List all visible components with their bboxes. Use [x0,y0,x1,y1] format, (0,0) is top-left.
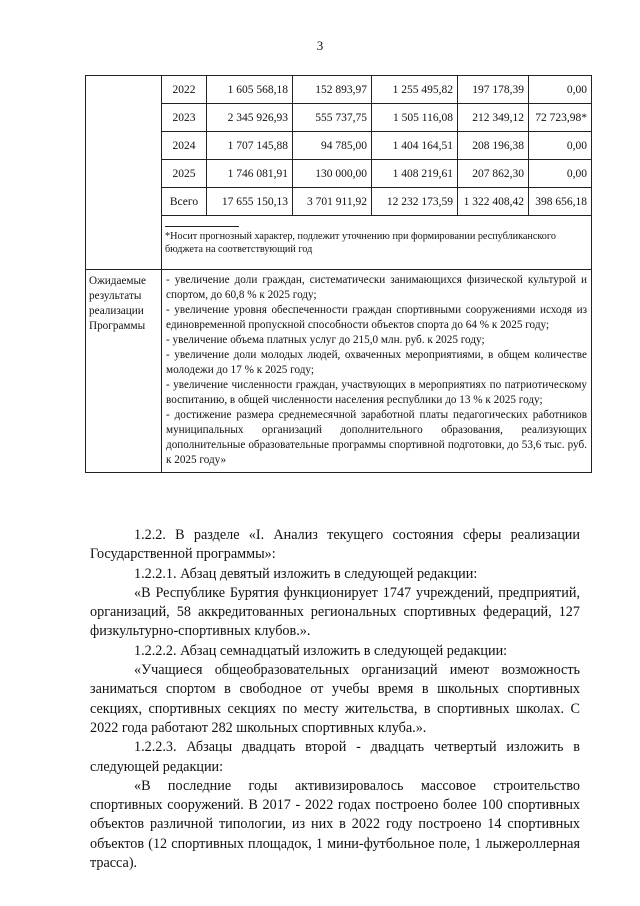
table-row-total [86,188,592,216]
results-cell [162,270,592,473]
table-row [86,76,592,104]
value-cell: 212 349,12 [458,104,529,132]
value-cell: 1 408 219,61 [372,160,458,188]
footnote-text: *Носит прогнозный характер, подлежит уточнению при формировании республиканского бюджета на соответствующий год [165,231,556,255]
value-cell: 1 255 495,82 [372,76,458,104]
value-cell: 398 656,18 [529,188,592,216]
value-cell: 130 000,00 [293,160,372,188]
value-cell: 555 737,75 [293,104,372,132]
value-cell: 72 723,98* [529,104,592,132]
total-cell: 1 746 081,91 [207,160,293,188]
total-cell: 2 345 926,93 [207,104,293,132]
paragraph: 1.2.2.2. Абзац семнадцатый изложить в следующей редакции: [134,642,508,659]
footnote-rule [165,226,239,227]
value-cell: 208 196,38 [458,132,529,160]
table-row [86,132,592,160]
value-cell: 1 505 116,08 [372,104,458,132]
body-text [90,526,580,873]
year-cell: 2024 [162,132,207,160]
footnote-row [86,216,592,270]
value-cell: 3 701 911,92 [293,188,372,216]
total-cell: 1 707 145,88 [207,132,293,160]
value-cell: 94 785,00 [293,132,372,160]
value-cell: 0,00 [529,76,592,104]
paragraph: 1.2.2.1. Абзац девятый изложить в следующей редакции: [134,565,478,582]
funding-table [85,75,592,473]
year-cell: 2022 [162,76,207,104]
value-cell: 0,00 [529,132,592,160]
value-cell: 197 178,39 [458,76,529,104]
value-cell: 0,00 [529,160,592,188]
result-item: - увеличение объема платных услуг до 215,0 млн. руб. к 2025 году; [166,334,485,346]
paragraph: «Учащиеся общеобразовательных организаций имеют возможность заниматься спортом в свободное от учебы время в школьных спортивных секциях, спортивных секциях по месту жительства, в спортивных школах. С 2022 года работают 282 школьных спортивных клуба.». [90,662,580,736]
table-row [86,160,592,188]
result-item: - увеличение доли граждан, систематически занимающихся физической культурой и спортом, до 60,8 % к 2025 году; [166,274,587,301]
paragraph: 1.2.2. В разделе «I. Анализ текущего состояния сферы реализации Государственной программы»: [90,527,580,563]
result-item: - увеличение доли молодых людей, охваченных мероприятиями, в общем количестве молодежи до 17 % к 2025 году; [166,349,587,376]
value-cell: 12 232 173,59 [372,188,458,216]
value-cell: 152 893,97 [293,76,372,104]
results-row [86,270,592,473]
total-label-cell: Всего [162,188,207,216]
value-cell: 1 404 164,51 [372,132,458,160]
year-cell: 2025 [162,160,207,188]
result-item: - увеличение уровня обеспеченности граждан спортивными сооружениями исходя из единовременной пропускной способности объектов спорта до 64 % к 2025 году; [166,304,587,331]
paragraph: «В последние годы активизировалось массовое строительство спортивных сооружений. В 2017 - 2022 годах построено более 100 спортивных объектов различной типологии, из них в 2022 году построено 14 спортивных объектов (12 спортивных площадок, 1 мини-футбольное поле, 1 лыжероллерная трасса). [90,777,580,872]
results-label: Ожидаемые результаты реализации Программы [86,270,162,473]
empty-left-cell [86,76,162,270]
total-cell: 1 605 568,18 [207,76,293,104]
year-cell: 2023 [162,104,207,132]
paragraph: 1.2.2.3. Абзацы двадцать второй - двадцать четвертый изложить в следующей редакции: [90,739,580,775]
paragraph: «В Республике Бурятия функционирует 1747 учреждений, предприятий, организаций, 58 аккредитованных региональных спортивных федераций, 127 физкультурно-спортивных клубов.». [90,584,580,640]
result-item: - увеличение численности граждан, участвующих в мероприятиях по патриотическому воспитанию, в общей численности населения республики до 13 % к 2025 году; [166,379,587,406]
page-number: 3 [316,38,324,53]
value-cell: 207 862,30 [458,160,529,188]
result-item: - достижение размера среднемесячной заработной платы педагогических работников муниципальных организаций дополнительного образования, реализующих дополнительные образовательные программы спортивной подготовки, до 53,6 тыс. руб. к 2025 году» [166,409,587,466]
table-row [86,104,592,132]
total-cell: 17 655 150,13 [207,188,293,216]
footnote-cell [162,216,592,270]
value-cell: 1 322 408,42 [458,188,529,216]
